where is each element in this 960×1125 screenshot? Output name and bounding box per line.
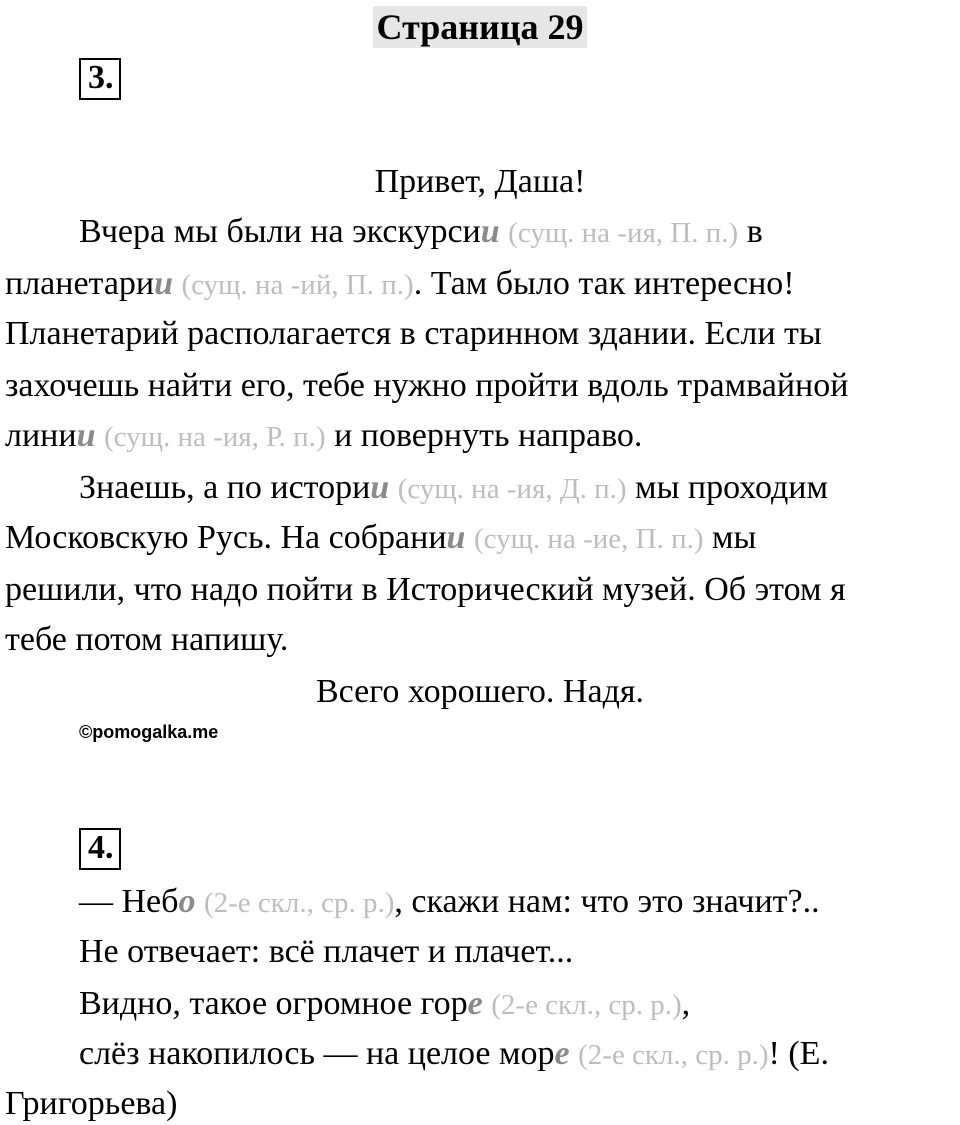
text-line: захочешь найти его, тебе нужно пройти вдоль трамвайной xyxy=(5,367,849,404)
grammar-hint: (сущ. на -ия, П. п.) xyxy=(508,217,739,249)
ending: е xyxy=(467,985,483,1022)
ending: е xyxy=(554,1035,570,1072)
letter-signature: Всего хорошего. Надя. xyxy=(315,673,645,710)
grammar-hint: (2-е скл., ср. р.) xyxy=(491,989,682,1021)
copyright-label: ©pomogalka.me xyxy=(79,722,219,742)
text-line: Планетарий располагается в старинном здании. Если ты xyxy=(5,315,822,352)
ending: о xyxy=(178,883,196,920)
grammar-hint: (2-е скл., ср. р.) xyxy=(578,1039,769,1071)
grammar-hint: (сущ. на -ий, П. п.) xyxy=(181,269,414,301)
exercise-4-number: 4. xyxy=(79,828,121,870)
ending: и xyxy=(370,469,390,506)
grammar-hint: (сущ. на -ие, П. п.) xyxy=(473,523,704,555)
ending: и xyxy=(76,417,96,454)
text-line: решили, что надо пойти в Исторический музей. Об этом я xyxy=(5,571,846,608)
text-line: тебе потом напишу. xyxy=(5,621,289,658)
poem-line: Не отвечает: всё плачет и плачет... xyxy=(79,933,574,970)
text-line: планетарии (сущ. на -ий, П. п.). Там было так интересно! xyxy=(5,265,795,302)
poem-line: — Небо (2-е скл., ср. р.), скажи нам: что это значит?.. xyxy=(79,883,820,920)
text-line: линии (сущ. на -ия, Р. п.) и повернуть направо. xyxy=(5,417,643,454)
letter-greeting: Привет, Даша! xyxy=(374,163,586,200)
poem-line: Видно, такое огромное горе (2-е скл., ср. р.), xyxy=(79,985,691,1022)
page-title: Страница 29 xyxy=(0,6,960,48)
exercise-3-number: 3. xyxy=(79,58,121,100)
grammar-hint: (сущ. на -ия, Д. п.) xyxy=(397,473,627,505)
text-line: Московскую Русь. На собрании (сущ. на -ие, П. п.) мы xyxy=(5,519,757,556)
poem-line: Григорьева) xyxy=(5,1085,178,1122)
text-line: Вчера мы были на экскурсии (сущ. на -ия, П. п.) в xyxy=(79,213,763,250)
text-line: Знаешь, а по истории (сущ. на -ия, Д. п.) мы проходим xyxy=(79,469,828,506)
ending: и xyxy=(446,519,466,556)
grammar-hint: (2-е скл., ср. р.) xyxy=(203,887,395,919)
poem-line: слёз накопилось — на целое море (2-е скл., ср. р.)! (Е. xyxy=(79,1035,829,1072)
grammar-hint: (сущ. на -ия, Р. п.) xyxy=(103,421,326,453)
ending: и xyxy=(154,265,174,302)
ending: и xyxy=(480,213,500,250)
